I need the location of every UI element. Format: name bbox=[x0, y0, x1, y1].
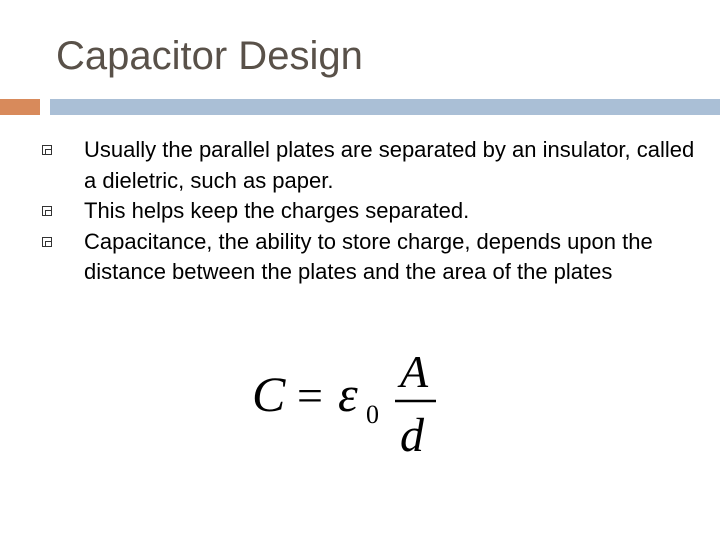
formula-capacitance-symbol: C bbox=[252, 366, 286, 422]
title-rule-bar bbox=[50, 99, 720, 115]
bullet-item bbox=[40, 227, 700, 288]
formula-numerator: A bbox=[400, 346, 429, 397]
square-bullet-icon bbox=[42, 206, 52, 216]
square-bullet-icon bbox=[42, 145, 52, 155]
bullet-list bbox=[40, 135, 700, 288]
formula-equals-sign: = bbox=[297, 370, 323, 421]
bullet-text: Usually the parallel plates are separated by an insulator, called a dieletric, such as paper. bbox=[84, 137, 695, 193]
bullet-text: Capacitance, the ability to store charge, depends upon the distance between the plates and the area of the plates bbox=[84, 228, 653, 284]
capacitance-formula bbox=[250, 345, 450, 455]
bullet-item bbox=[40, 196, 700, 227]
title-rule-accent bbox=[0, 99, 40, 115]
bullet-text: This helps keep the charges separated. bbox=[84, 198, 470, 223]
slide-title: Capacitor Design bbox=[56, 34, 363, 78]
bullet-item bbox=[40, 135, 700, 196]
square-bullet-icon bbox=[42, 237, 52, 247]
formula-subscript-zero: 0 bbox=[366, 400, 379, 429]
formula-epsilon-symbol: ε bbox=[338, 366, 358, 422]
formula-denominator: d bbox=[400, 409, 424, 455]
